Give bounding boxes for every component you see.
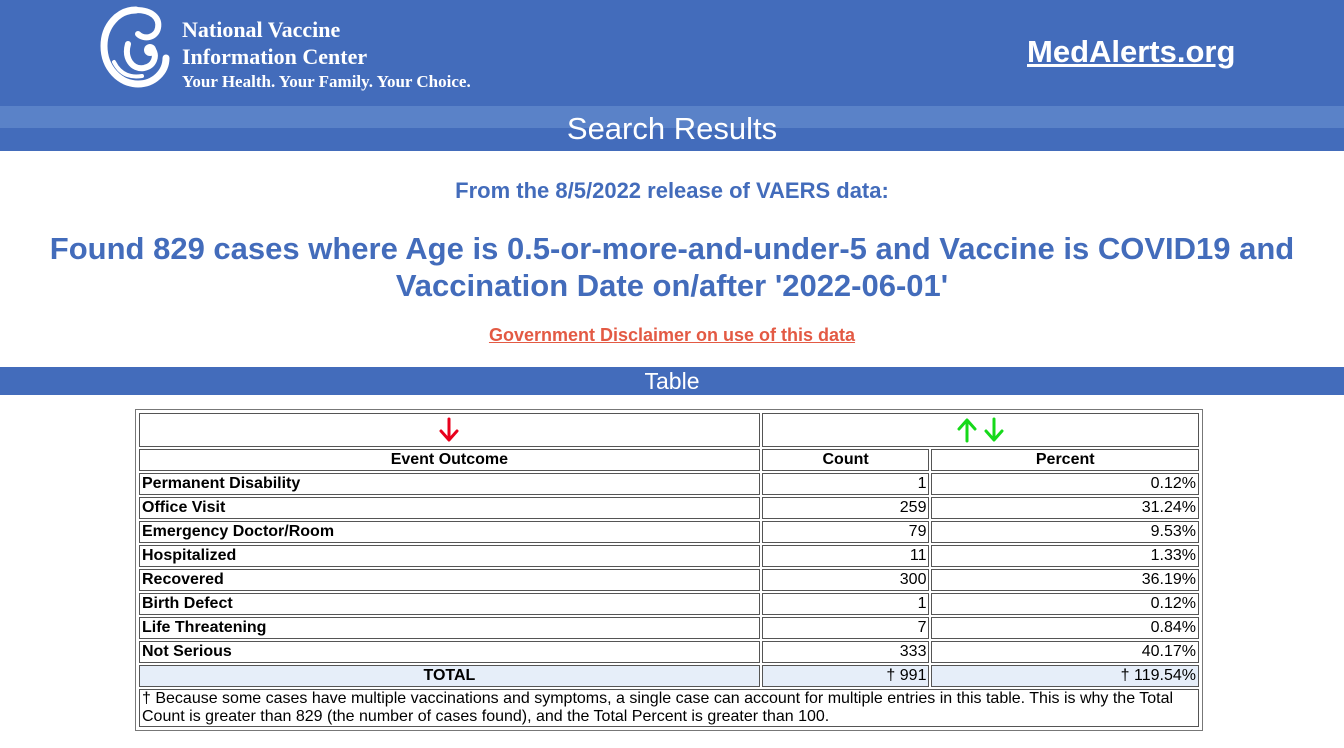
- total-label: TOTAL: [139, 665, 760, 687]
- table-row: [139, 545, 1199, 567]
- total-count: † 991: [762, 665, 930, 687]
- table-row: [139, 473, 1199, 495]
- outcome-label: Office Visit: [139, 497, 760, 519]
- release-info: From the 8/5/2022 release of VAERS data:: [455, 178, 889, 203]
- table-footnote: † Because some cases have multiple vaccinations and symptoms, a single case can account for multiple entries in this table. This is why the Total Count is greater than 829 (the number of cases found), and the Total Percent is greater than 100.: [139, 689, 1199, 727]
- outcome-count: 333: [762, 641, 930, 663]
- outcome-label: Recovered: [139, 569, 760, 591]
- column-header-percent: Percent: [931, 449, 1199, 471]
- table-header-row: [139, 449, 1199, 471]
- medalerts-home-link[interactable]: MedAlerts.org: [1027, 34, 1236, 69]
- outcome-count: 300: [762, 569, 930, 591]
- arrow-down-icon[interactable]: [983, 417, 1005, 443]
- arrow-up-icon[interactable]: [956, 417, 978, 443]
- outcome-count: 259: [762, 497, 930, 519]
- outcome-percent: 0.12%: [931, 593, 1199, 615]
- org-name-block: [182, 16, 471, 93]
- outcome-percent: 0.84%: [931, 617, 1199, 639]
- outcome-count: 79: [762, 521, 930, 543]
- outcome-percent: 9.53%: [931, 521, 1199, 543]
- arrow-down-icon[interactable]: [438, 417, 460, 443]
- table-row: [139, 569, 1199, 591]
- outcome-label: Birth Defect: [139, 593, 760, 615]
- outcome-percent: 1.33%: [931, 545, 1199, 567]
- table-footnote-row: [139, 689, 1199, 727]
- results-table: [137, 411, 1201, 729]
- sort-cell-count: [762, 413, 1199, 447]
- table-row: [139, 593, 1199, 615]
- outcome-percent: 0.12%: [931, 473, 1199, 495]
- table-total-row: [139, 665, 1199, 687]
- found-cases-heading: Found 829 cases where Age is 0.5-or-more-and-under-5 and Vaccine is COVID19 and Vaccination Date on/after '2022-06-01': [49, 231, 1295, 303]
- org-name-line2: Information Center: [182, 44, 368, 69]
- outcome-label: Emergency Doctor/Room: [139, 521, 760, 543]
- sort-cell-outcome: [139, 413, 760, 447]
- outcome-label: Life Threatening: [139, 617, 760, 639]
- column-header-count: Count: [762, 449, 930, 471]
- search-results-banner: [0, 106, 1344, 151]
- results-table-frame: [135, 409, 1203, 731]
- government-disclaimer-link[interactable]: Government Disclaimer on use of this data: [488, 325, 856, 345]
- outcome-percent: 40.17%: [931, 641, 1199, 663]
- total-percent: † 119.54%: [931, 665, 1199, 687]
- outcome-count: 7: [762, 617, 930, 639]
- outcome-percent: 36.19%: [931, 569, 1199, 591]
- outcome-label: Hospitalized: [139, 545, 760, 567]
- sort-arrow-row: [139, 413, 1199, 447]
- table-row: [139, 521, 1199, 543]
- outcome-label: Permanent Disability: [139, 473, 760, 495]
- table-row: [139, 617, 1199, 639]
- outcome-count: 1: [762, 593, 930, 615]
- column-header-event-outcome: Event Outcome: [139, 449, 760, 471]
- search-results-title: Search Results: [566, 111, 778, 146]
- outcome-count: 11: [762, 545, 930, 567]
- disclaimer-container: [0, 324, 1344, 346]
- table-row: [139, 497, 1199, 519]
- outcome-count: 1: [762, 473, 930, 495]
- site-header: [0, 0, 1344, 106]
- org-name-line1: National Vaccine: [182, 17, 341, 42]
- outcome-label: Not Serious: [139, 641, 760, 663]
- table-section-bar: Table: [0, 367, 1344, 395]
- org-tagline: Your Health. Your Family. Your Choice.: [182, 72, 471, 91]
- outcome-percent: 31.24%: [931, 497, 1199, 519]
- table-row: [139, 641, 1199, 663]
- nvic-logo-icon[interactable]: [98, 4, 172, 88]
